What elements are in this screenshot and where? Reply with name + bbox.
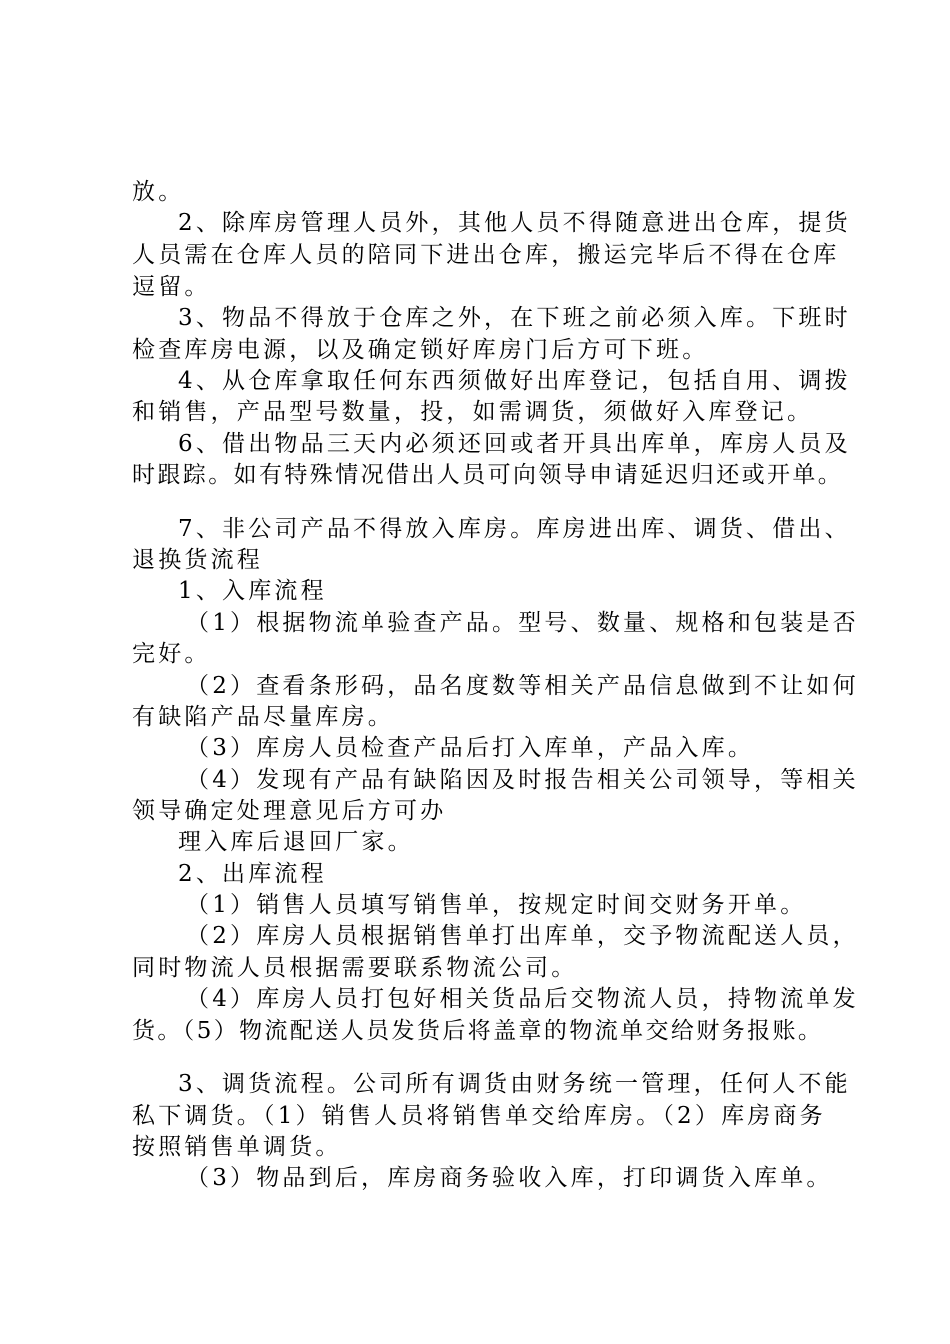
text-line: 同时物流人员根据需要联系物流公司。 — [132, 955, 578, 981]
text-line: 私下调货。（1）销售人员将销售单交给库房。（2）库房商务 — [132, 1103, 826, 1129]
text-line: 逗留。 — [132, 274, 211, 300]
text-line: 领导确定处理意见后方可办 — [132, 798, 447, 824]
text-line: 3、物品不得放于仓库之外，在下班之前必须入库。下班时 — [178, 305, 851, 331]
text-line: （2）库房人员根据销售单打出库单，交予物流配送人员， — [186, 923, 859, 949]
text-line: 有缺陷产品尽量库房。 — [132, 704, 394, 730]
text-line: 7、非公司产品不得放入库房。库房进出库、调货、借出、 — [178, 516, 851, 542]
text-line: 人员需在仓库人员的陪同下进出仓库，搬运完毕后不得在仓库 — [132, 242, 840, 268]
text-line: 理入库后退回厂家。 — [178, 829, 414, 855]
text-line: 4、从仓库拿取任何东西须做好出库登记，包括自用、调拨 — [178, 368, 851, 394]
text-line: （3）物品到后，库房商务验收入库，打印调货入库单。 — [186, 1165, 833, 1191]
text-line: 按照销售单调货。 — [132, 1134, 342, 1160]
section-heading: 1、入库流程 — [178, 578, 327, 604]
text-line: 2、除库房管理人员外，其他人员不得随意进出仓库，提货 — [178, 210, 851, 236]
text-line: 和销售，产品型号数量，投，如需调货，须做好入库登记。 — [132, 399, 814, 425]
text-line: （3）库房人员检查产品后打入库单，产品入库。 — [186, 735, 755, 761]
text-line: 3、调货流程。公司所有调货由财务统一管理，任何人不能 — [178, 1071, 851, 1097]
text-line: 检查库房电源，以及确定锁好库房门后方可下班。 — [132, 337, 709, 363]
text-line: （1）销售人员填写销售单，按规定时间交财务开单。 — [186, 892, 807, 918]
text-line: 放。 — [132, 179, 185, 205]
text-line: 完好。 — [132, 641, 211, 667]
text-line: （2）查看条形码，品名度数等相关产品信息做到不让如何 — [186, 673, 859, 699]
section-heading: 2、出库流程 — [178, 861, 327, 887]
text-line: 6、借出物品三天内必须还回或者开具出库单，库房人员及 — [178, 431, 851, 457]
text-line: 退换货流程 — [132, 547, 263, 573]
text-line: （1）根据物流单验查产品。型号、数量、规格和包装是否 — [186, 610, 859, 636]
text-line: （4）库房人员打包好相关货品后交物流人员，持物流单发 — [186, 986, 859, 1012]
text-line: 时跟踪。如有特殊情况借出人员可向领导申请延迟归还或开单。 — [132, 462, 844, 488]
text-line: （4）发现有产品有缺陷因及时报告相关公司领导，等相关 — [186, 767, 859, 793]
text-line: 货。（5）物流配送人员发货后将盖章的物流单交给财务报账。 — [132, 1018, 824, 1044]
